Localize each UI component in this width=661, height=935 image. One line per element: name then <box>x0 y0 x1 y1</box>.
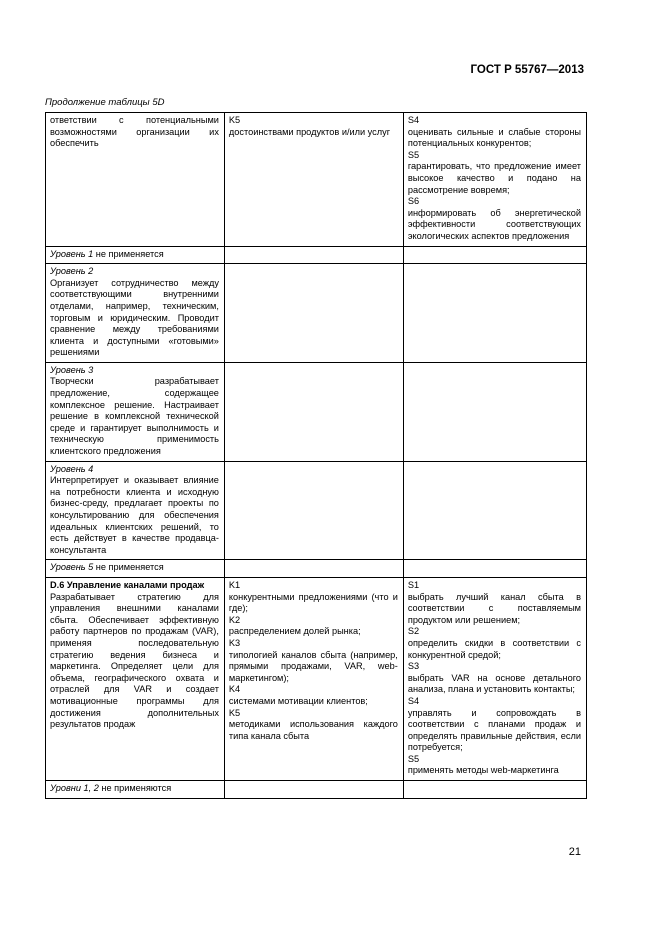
cell-empty <box>224 461 403 560</box>
level-note: не применяются <box>98 783 172 794</box>
cell-empty <box>224 560 403 578</box>
knowledge-text: конкурентными предложениями (что и где); <box>228 591 398 614</box>
competence-table <box>45 112 587 799</box>
level-1-cell <box>46 246 225 264</box>
level-title: Уровень 3 <box>50 364 94 375</box>
level-note: не применяется <box>93 248 164 259</box>
skill-text: информировать об энергетической эффективности соответствующих экологических аспектов предложения <box>407 207 581 241</box>
skill-text: оценивать сильные и слабые стороны потенциальных конкурентов; <box>407 126 581 149</box>
skill-text: определить скидки в соответствии с конкурентной средой; <box>407 637 581 660</box>
skill-code: S6 <box>407 196 420 207</box>
standard-number: ГОСТ Р 55767—2013 <box>470 64 584 76</box>
skill-code: S3 <box>407 661 420 672</box>
level-title: Уровень 5 <box>50 562 94 573</box>
level-2-cell <box>46 264 225 363</box>
cell-description: ответствии с потенциальными возможностями организации их обеспечить <box>46 113 225 247</box>
skill-code: S1 <box>407 579 420 590</box>
table-row <box>46 560 587 578</box>
skill-code: S2 <box>407 626 420 637</box>
table-row <box>46 577 587 780</box>
cell-empty <box>403 246 586 264</box>
level-4-cell <box>46 461 225 560</box>
level-text: Организует сотрудничество между соответствующими внутренними отделами, например, техническим, торговым и юридическим. Проводит сравнение между требованиями клиента и доступными «готовыми» решениями <box>50 277 219 358</box>
level-title: Уровень 1 <box>50 248 94 259</box>
level-3-cell <box>46 362 225 461</box>
skill-text: управлять и сопровождать в соответствии с планами продаж и определять правильные действия, если потребуется; <box>407 707 581 753</box>
knowledge-text: методиками использования каждого типа канала сбыта <box>228 719 398 741</box>
skill-text: выбрать VAR на основе детального анализа, плана и установить контакты; <box>407 672 581 695</box>
cell-empty <box>403 781 586 799</box>
level-text: Интерпретирует и оказывает влияние на потребности клиента и исходную бизнес-среду, предлагает проекты по консультированию для обеспечения идеальных клиентских решений, то есть действует в качестве продавца-консультанта <box>50 475 219 555</box>
skill-code: S5 <box>407 149 420 160</box>
page-number: 21 <box>568 846 581 858</box>
skill-code: S5 <box>407 753 420 764</box>
level-5-cell <box>46 560 225 578</box>
knowledge-code: K2 <box>228 614 241 625</box>
cell-empty <box>403 461 586 560</box>
cell-knowledge <box>224 113 403 247</box>
d6-description-cell <box>46 577 225 780</box>
levels-1-2-cell <box>46 781 225 799</box>
table-row <box>46 113 587 247</box>
skill-text: гарантировать, что предложение имеет высокое качество и подано на рассмотрение вовремя; <box>407 161 581 195</box>
d6-skills-cell <box>403 577 586 780</box>
skill-text: выбрать лучший канал сбыта в соответствии с поставляемым продуктом или решением; <box>407 591 581 625</box>
cell-empty <box>224 246 403 264</box>
knowledge-code: K1 <box>228 579 241 590</box>
skill-text: применять методы web-маркетинга <box>407 765 559 776</box>
knowledge-code: K3 <box>228 637 241 648</box>
level-title: Уровень 4 <box>50 463 94 474</box>
knowledge-text: типологией каналов сбыта (например, прямыми продажами, VAR, web-маркетингом); <box>228 649 398 683</box>
table-row <box>46 246 587 264</box>
knowledge-text: системами мотивации клиентов; <box>228 695 368 706</box>
level-note: не применяется <box>93 562 164 573</box>
competence-text: Разрабатывает стратегию для управления внешними каналами сбыта. Обеспечивает эффективную работу партнеров по продажам (VAR), применяя последовательную стратегию ведения бизнеса и маркетинга. Определяет цели для объема, географического охвата и отраслей для VAR и создает мотивационные программы для достижения дополнительных результатов продаж <box>50 591 219 730</box>
skill-code: S4 <box>407 695 420 706</box>
cell-skills <box>403 113 586 247</box>
level-text: Творчески разрабатывает предложение, содержащее комплексное решение. Настраивает решение в комплексной технической среде и гарантирует выполнимость и техническую применимость клиентского предложения <box>50 376 219 457</box>
cell-empty <box>224 362 403 461</box>
table-row <box>46 264 587 363</box>
cell-empty <box>224 781 403 799</box>
table-row <box>46 362 587 461</box>
table-row <box>46 781 587 799</box>
table-row <box>46 461 587 560</box>
knowledge-code: K4 <box>228 684 241 695</box>
cell-empty <box>403 362 586 461</box>
cell-empty <box>224 264 403 363</box>
knowledge-text: достоинствами продуктов и/или услуг <box>228 126 391 137</box>
knowledge-code: K5 <box>228 115 241 125</box>
cell-empty <box>403 264 586 363</box>
knowledge-text: распределением долей рынка; <box>228 626 361 637</box>
knowledge-code: K5 <box>228 707 241 718</box>
skill-code: S4 <box>407 115 420 125</box>
d6-knowledge-cell <box>224 577 403 780</box>
competence-title: D.6 Управление каналами продаж <box>50 579 205 590</box>
level-title: Уровень 2 <box>50 266 94 277</box>
table-caption: Продолжение таблицы 5D <box>45 97 165 108</box>
cell-empty <box>403 560 586 578</box>
level-title: Уровни 1, 2 <box>50 783 99 794</box>
